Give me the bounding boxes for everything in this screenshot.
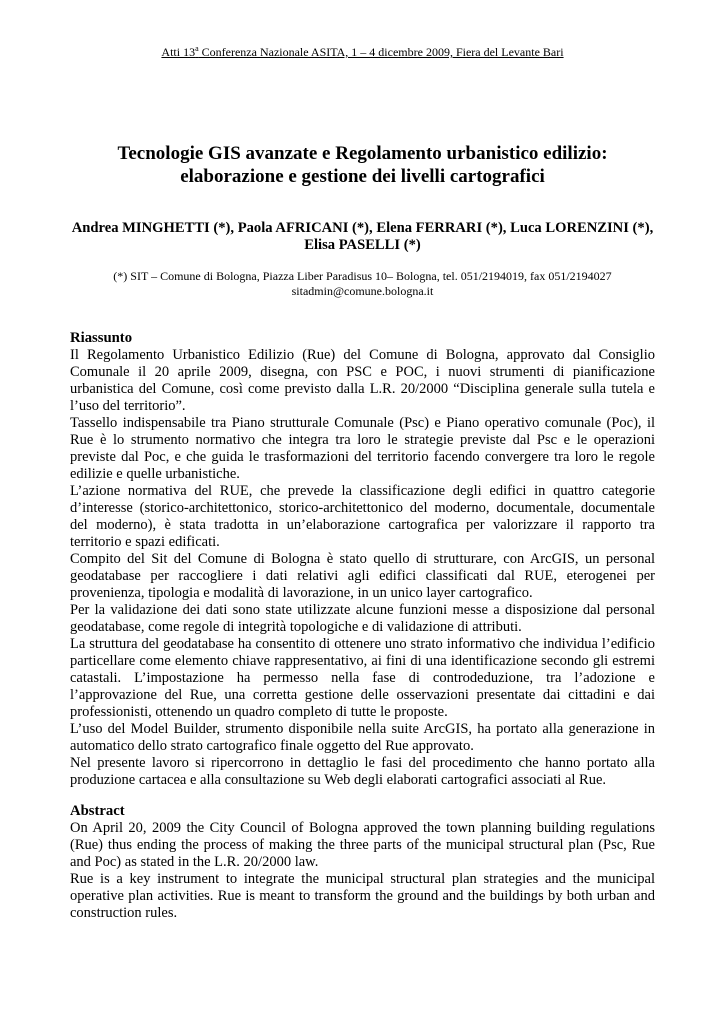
- paragraph-line: Compito del Sit del Comune di Bologna è stato quello di strutturare, con ArcGIS, un personal: [70, 551, 655, 567]
- authors-line-1: Andrea MINGHETTI (*), Paola AFRICANI (*), Elena FERRARI (*), Luca LORENZINI (*),: [71, 220, 654, 236]
- riassunto-paragraph: [70, 755, 655, 789]
- riassunto-paragraph: [70, 415, 655, 483]
- paragraph-line: urbanistica del Comune, così come previsto dalla L.R. 20/2000 “Disciplina generale sulla tutela e: [70, 381, 655, 397]
- header-prefix: Atti 13: [161, 45, 196, 59]
- abstract-paragraph: [70, 820, 655, 871]
- author-list: [60, 220, 665, 254]
- paragraph-line: Comunale il 20 aprile 2009, disegna, con PSC e POC, i nuovi strumenti di pianificazione: [70, 364, 655, 380]
- abstract-paragraph: [70, 871, 655, 922]
- riassunto-heading: Riassunto: [70, 330, 133, 346]
- riassunto-body: [70, 347, 655, 789]
- riassunto-paragraph: [70, 636, 655, 721]
- riassunto-paragraph: [70, 602, 655, 636]
- paragraph-line: Rue is a key instrument to integrate the municipal structural plan strategies and the municipal: [70, 871, 655, 887]
- paragraph-line: l’approvazione del Rue, una corretta gestione delle osservazioni presentate dai cittadini e dai: [70, 687, 655, 703]
- paragraph-line: produzione cartacea e alla consultazione su Web degli elaborati cartografici associati al Rue.: [70, 772, 607, 788]
- authors-line-2: Elisa PASELLI (*): [304, 237, 421, 253]
- paragraph-line: previste dal Poc, e che guida le trasformazioni del territorio facendo convergere tra loro le regole: [70, 449, 655, 465]
- abstract-heading: Abstract: [70, 803, 125, 819]
- paragraph-line: geodatabase per raccogliere i dati relativi agli edifici classificati dal RUE, eterogenei per: [70, 568, 655, 584]
- title-line-2: elaborazione e gestione dei livelli cartografici: [180, 166, 545, 187]
- affiliation-address: (*) SIT – Comune di Bologna, Piazza Liber Paradisus 10– Bologna, tel. 051/2194019, fax 051/2194027: [113, 269, 612, 283]
- riassunto-paragraph: [70, 347, 655, 415]
- header-rest: Conferenza Nazionale ASITA, 1 – 4 dicembre 2009, Fiera del Levante Bari: [198, 45, 564, 59]
- affiliation: [60, 269, 665, 299]
- riassunto-section: [70, 330, 655, 789]
- paragraph-line: catastali. L’impostazione ha permesso nella fase di controdeduzione, tra l’adozione e: [70, 670, 655, 686]
- paragraph-line: operative plan activities. Rue is meant to transform the ground and the buildings by both urban and: [70, 888, 655, 904]
- paragraph-line: (Rue) thus ending the process of making the three parts of the municipal structural plan (Psc, Rue: [70, 837, 655, 853]
- riassunto-paragraph: [70, 483, 655, 551]
- paper-title: [60, 142, 665, 188]
- header-superscript: a: [195, 44, 199, 53]
- paragraph-line: La struttura del geodatabase ha consentito di ottenere uno strato informativo che individua l’edificio: [70, 636, 655, 652]
- paragraph-line: L’uso del Model Builder, strumento disponibile nella suite ArcGIS, ha portato alla generazione in: [70, 721, 655, 737]
- paragraph-line: Nel presente lavoro si ripercorrono in dettaglio le fasi del procedimento che hanno portato alla: [70, 755, 655, 771]
- paragraph-line: Rue è lo strumento normativo che integra tra loro le strategie previste dal Psc e le operazioni: [70, 432, 655, 448]
- running-header-text: [161, 45, 563, 59]
- paragraph-line: L’azione normativa del RUE, che prevede la classificazione degli edifici in quattro categorie: [70, 483, 655, 499]
- abstract-body: [70, 820, 655, 922]
- paragraph-line: geodatabase, come regole di integrità topologiche e di validazione di attributi.: [70, 619, 522, 635]
- affiliation-email: sitadmin@comune.bologna.it: [291, 284, 434, 298]
- riassunto-paragraph: [70, 551, 655, 602]
- paragraph-line: particellare come elemento chiave rappresentativo, ai fini di una identificazione secondo gli estremi: [70, 653, 655, 669]
- paragraph-line: construction rules.: [70, 905, 178, 921]
- paragraph-line: automatico dello strato cartografico finale oggetto del Rue approvato.: [70, 738, 474, 754]
- paragraph-line: territorio e spazi edificati.: [70, 534, 220, 550]
- paragraph-line: and Poc) as stated in the L.R. 20/2000 law.: [70, 854, 319, 870]
- paragraph-line: del moderno), è stata tradotta in un’elaborazione cartografica per valorizzare il rapporto tra: [70, 517, 655, 533]
- paragraph-line: On April 20, 2009 the City Council of Bologna approved the town planning building regulations: [70, 820, 655, 836]
- running-header: [0, 45, 725, 59]
- paragraph-line: Il Regolamento Urbanistico Edilizio (Rue) del Comune di Bologna, approvato dal Consiglio: [70, 347, 655, 363]
- paragraph-line: provenienza, tipologia e modalità di lavorazione, in un unico layer cartografico.: [70, 585, 533, 601]
- title-line-1: Tecnologie GIS avanzate e Regolamento urbanistico edilizio:: [117, 143, 608, 164]
- paragraph-line: d’interesse (storico-architettonico, storico-architettonico del moderno, documentale, documentale: [70, 500, 655, 516]
- paragraph-line: professionisti, ottenendo un quadro completo di tutte le proposte.: [70, 704, 448, 720]
- paragraph-line: edilizie e quelle urbanistiche.: [70, 466, 240, 482]
- paragraph-line: Per la validazione dei dati sono state utilizzate alcune funzioni messe a disposizione dal personal: [70, 602, 655, 618]
- paragraph-line: l’uso del territorio”.: [70, 398, 186, 414]
- riassunto-paragraph: [70, 721, 655, 755]
- abstract-section: [70, 803, 655, 922]
- paragraph-line: Tassello indispensabile tra Piano strutturale Comunale (Psc) e Piano operativo comunale (Poc), il: [70, 415, 655, 431]
